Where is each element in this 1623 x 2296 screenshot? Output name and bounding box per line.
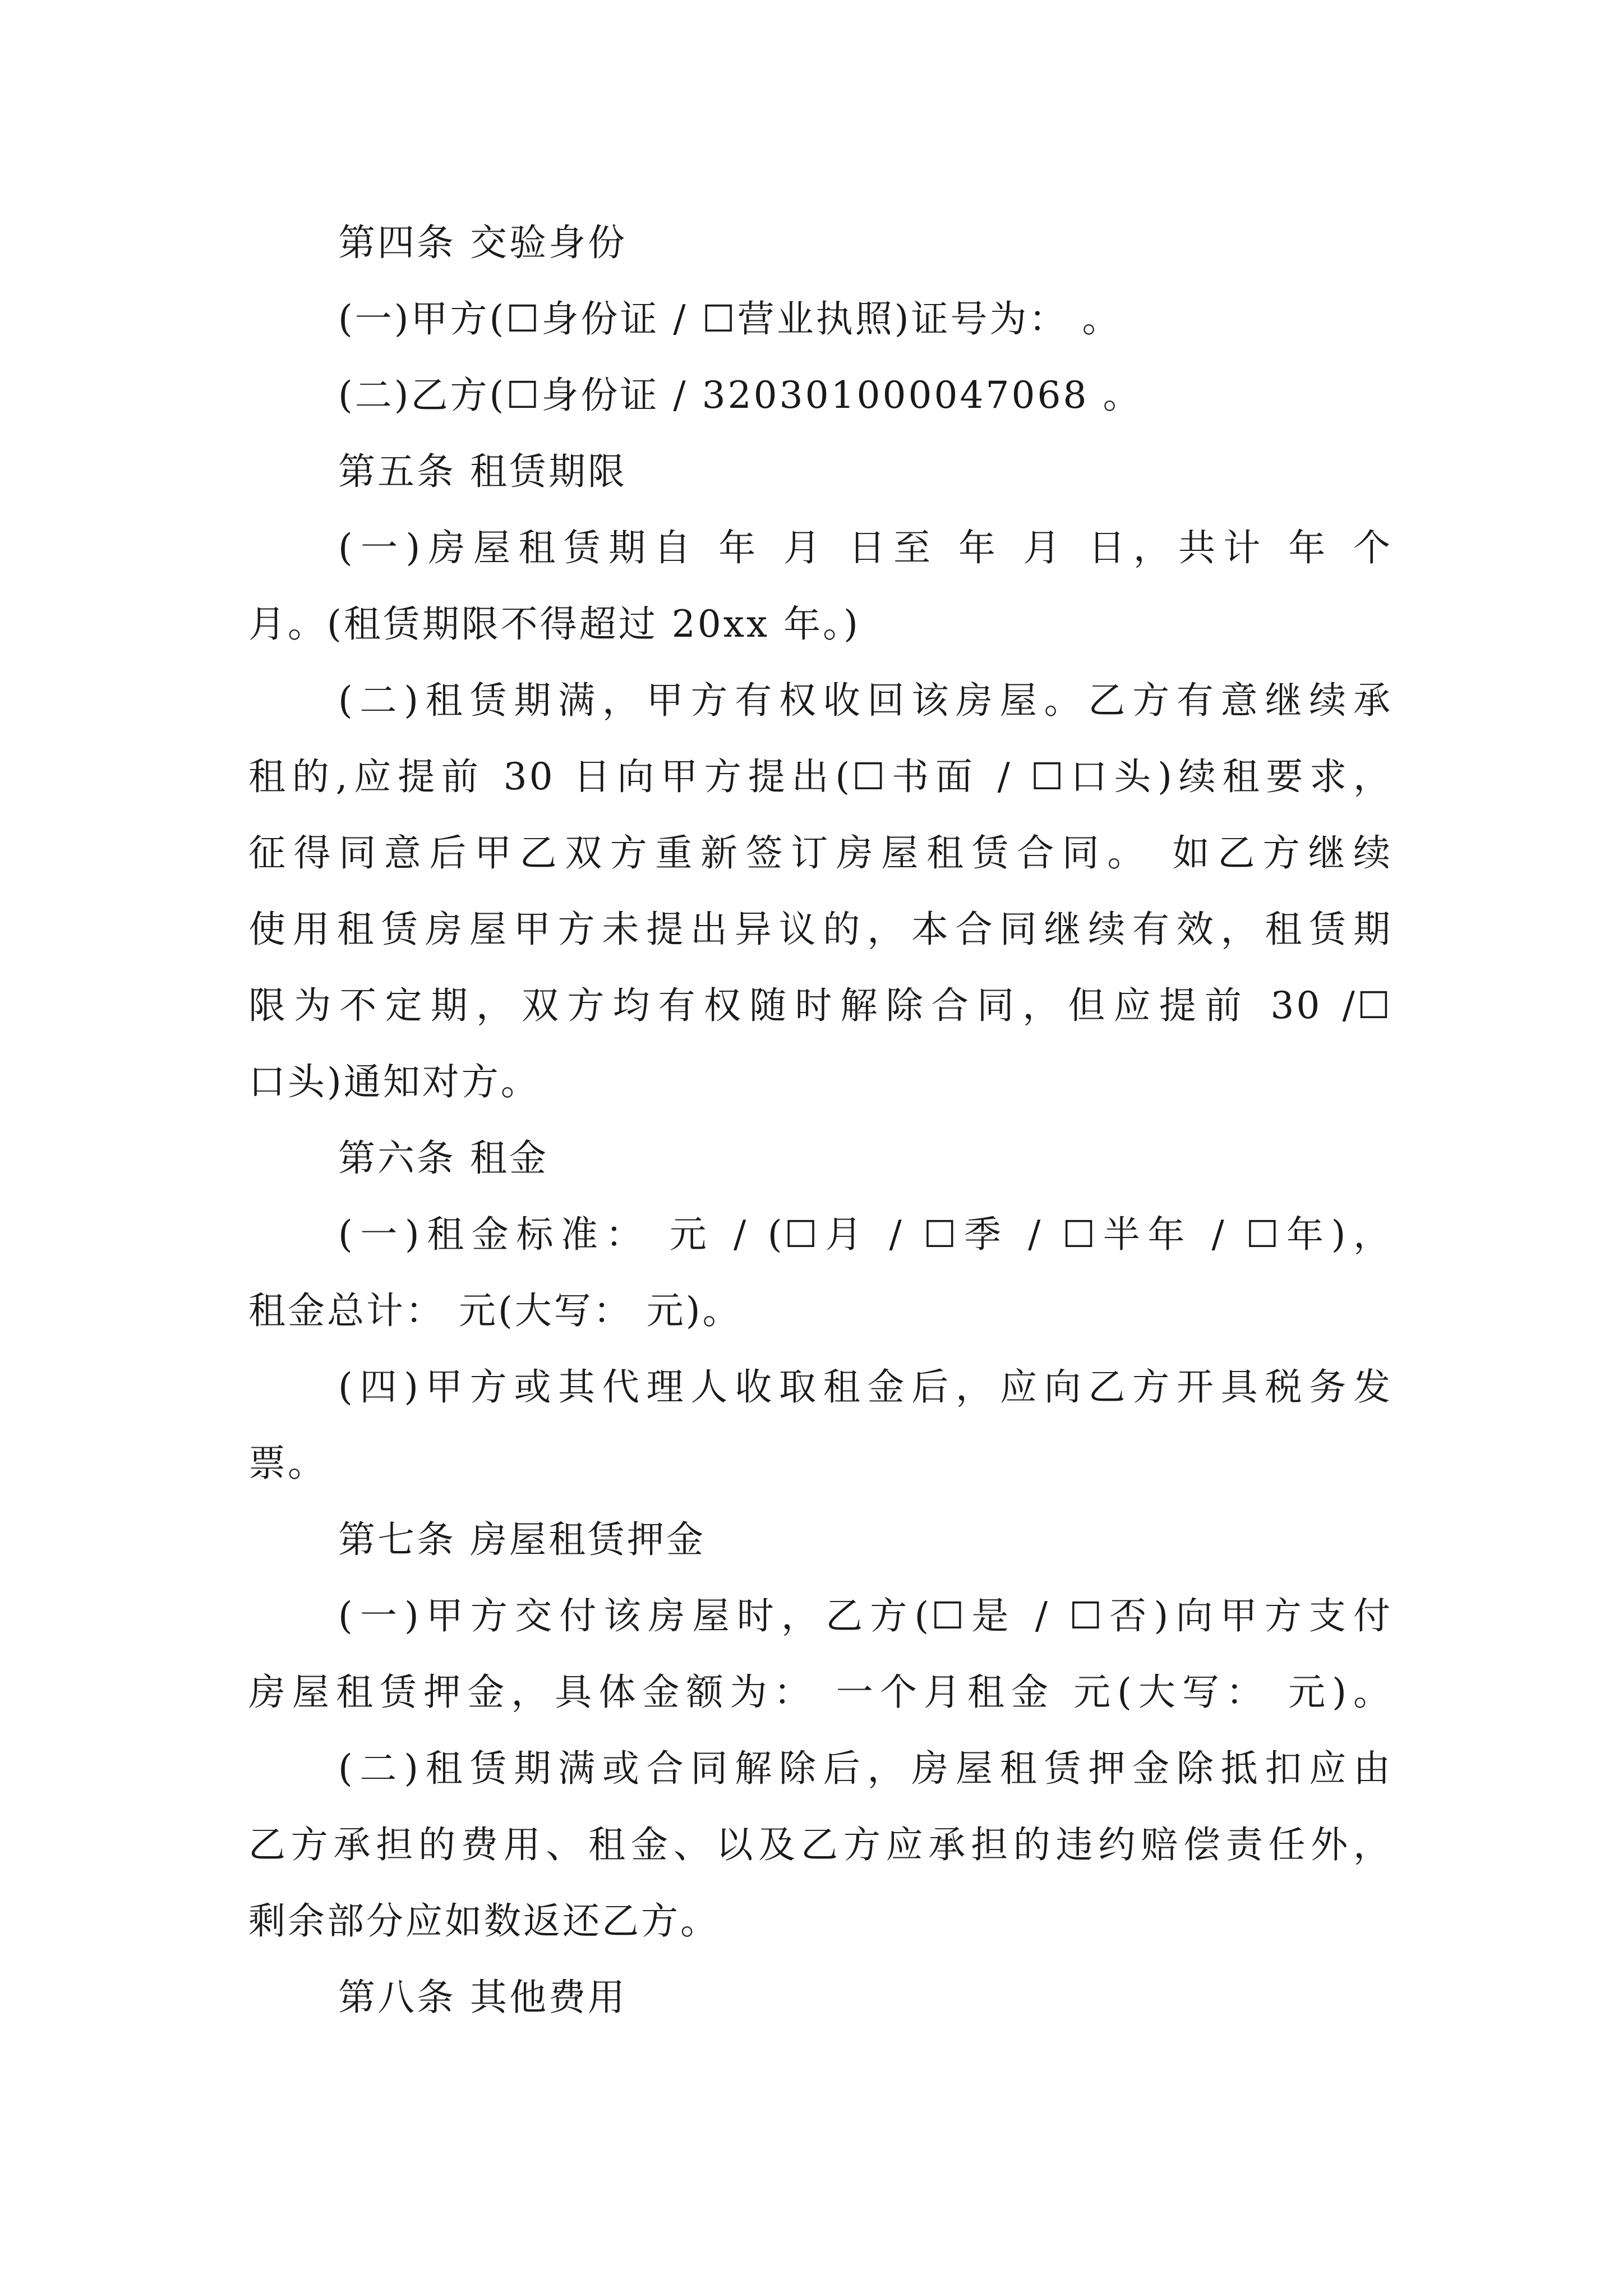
paragraph-line: 乙方承担的费用、租金、以及乙方应承担的违约赔偿责任外， [248,1823,1393,1866]
paragraph-line: (二)租赁期满或合同解除后，房屋租赁押金除抵扣应由 [338,1747,1393,1790]
paragraph-line: 征得同意后甲乙双方重新签订房屋租赁合同。 如乙方继续 [248,831,1393,875]
paragraph-line: 票。 [248,1442,327,1485]
article-4-heading: 第四条 交验身份 [338,221,627,264]
paragraph-line: 使用租赁房屋甲方未提出异议的，本合同继续有效，租赁期 [248,908,1393,951]
paragraph-line: (一)甲方交付该房屋时，乙方(☐是 / ☐否)向甲方支付 [338,1594,1393,1637]
paragraph-line: 租金总计： 元(大写： 元)。 [248,1289,742,1332]
paragraph-line: (四)甲方或其代理人收取租金后，应向乙方开具税务发 [338,1365,1393,1409]
paragraph-line: 限为不定期，双方均有权随时解除合同，但应提前 30 /☐ [248,984,1393,1027]
paragraph-line: (一)甲方(☐身份证 / ☐营业执照)证号为： 。 [338,297,1122,341]
paragraph-line: 剩余部分应如数返还乙方。 [248,1899,720,1943]
paragraph-line: (二)乙方(☐身份证 / 320301000047068 。 [338,374,1142,417]
paragraph-line: (二)租赁期满，甲方有权收回该房屋。乙方有意继续承 [338,679,1393,722]
paragraph-line: (一)租金标准： 元 / (☐月 / ☐季 / ☐半年 / ☐年)， [338,1213,1393,1256]
article-7-heading: 第七条 房屋租赁押金 [338,1518,706,1561]
paragraph-line: 口头)通知对方。 [248,1060,540,1103]
paragraph-line: (一)房屋租赁期自 年 月 日至 年 月 日，共计 年 个 [338,526,1393,569]
document-body [248,216,1393,2047]
article-6-heading: 第六条 租金 [338,1137,548,1180]
article-5-heading: 第五条 租赁期限 [338,450,627,493]
article-8-heading: 第八条 其他费用 [338,1976,627,2019]
paragraph-line: 月。(租赁期限不得超过 20xx 年。) [248,602,860,646]
paragraph-line: 房屋租赁押金，具体金额为： 一个月租金 元(大写： 元)。 [248,1671,1393,1714]
paragraph-line: 租的,应提前 30 日向甲方提出(☐书面 / ☐口头)续租要求， [248,755,1393,798]
